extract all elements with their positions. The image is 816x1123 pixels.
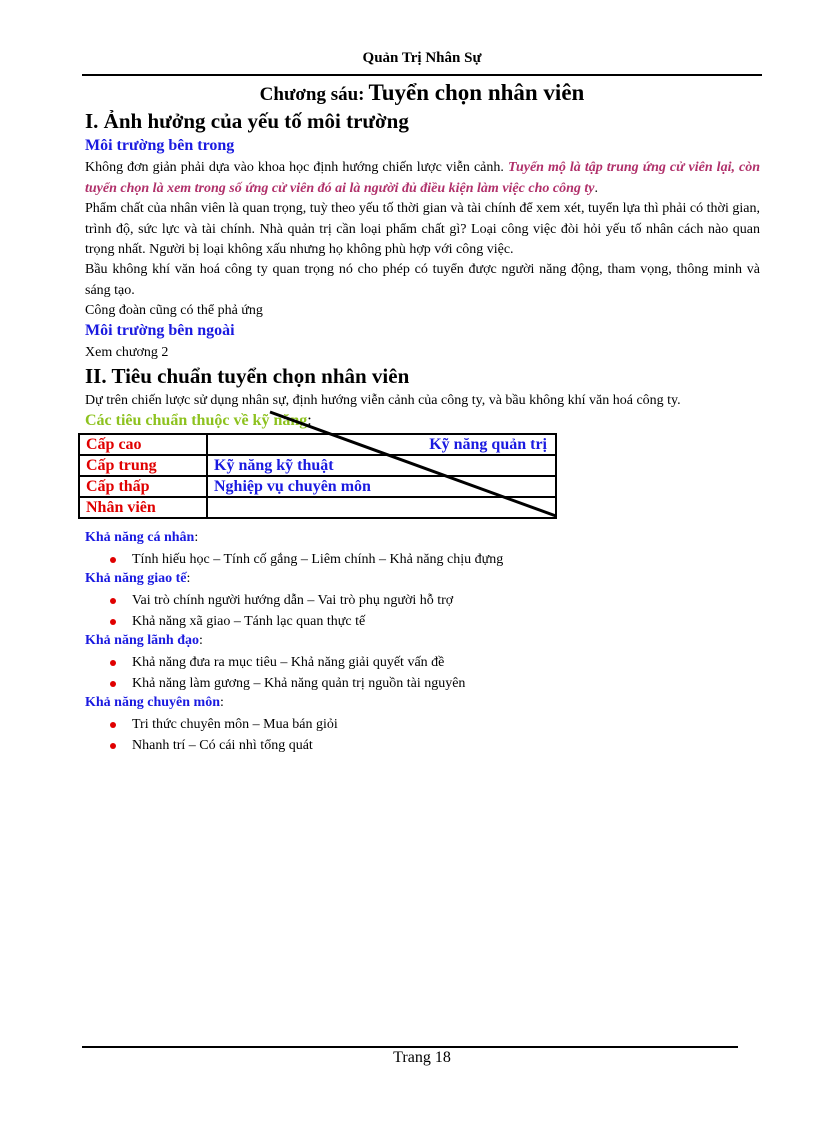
list-item xyxy=(108,653,465,674)
list-item xyxy=(108,612,453,633)
page-number: Trang 18 xyxy=(393,1049,451,1066)
internal-p1-highlight: Tuyển mộ là tập trung ứng cử viên lại, còn tuyển chọn là xem trong số ứng cử viên đó ai là người đủ điều kiện làm việc cho công ty xyxy=(85,160,760,196)
personal-list xyxy=(108,550,503,571)
list-item-text: Khả năng làm gương – Khả năng quản trị nguồn tài nguyên xyxy=(132,675,466,691)
list-item xyxy=(108,736,338,757)
list-item xyxy=(108,715,338,736)
list-item xyxy=(108,591,453,612)
skills-criteria-colon: : xyxy=(307,412,312,429)
skill-cell: Kỹ năng kỹ thuật xyxy=(207,455,556,476)
group-title-colon: : xyxy=(186,571,191,586)
level-cell: Cấp trung xyxy=(79,455,207,476)
list-item xyxy=(108,674,465,695)
external-env-heading: Môi trường bên ngoài xyxy=(85,322,235,339)
internal-paragraph-3: Bầu không khí văn hoá công ty quan trọng nó cho phép có tuyển được người năng động, tham vọng, thông minh và sáng tạo. xyxy=(85,262,760,298)
internal-p1-text: Không đơn giản phải dựa vào khoa học định hướng chiến lược viễn cảnh. xyxy=(85,160,508,175)
bullet-icon xyxy=(110,660,116,666)
page-header-title: Quản Trị Nhân Sự xyxy=(362,50,482,66)
list-item-text: Vai trò chính người hướng dẫn – Vai trò phụ người hỗ trợ xyxy=(132,593,454,608)
internal-env-heading: Môi trường bên trong xyxy=(85,137,235,154)
internal-paragraph-4: Công đoàn cũng có thể phả ứng xyxy=(85,303,263,318)
bullet-icon xyxy=(110,598,116,604)
skill-cell: Kỹ năng quản trị xyxy=(207,434,556,455)
level-cell: Cấp cao xyxy=(79,434,207,455)
group-title-text: Khả năng chuyên môn xyxy=(85,695,220,710)
group-title-colon: : xyxy=(194,530,199,545)
list-item-text: Tri thức chuyên môn – Mua bán giỏi xyxy=(132,717,338,732)
skills-criteria-label: Các tiêu chuẩn thuộc về kỹ năng xyxy=(85,412,308,429)
level-cell: Nhân viên xyxy=(79,497,207,518)
section2-heading: II. Tiêu chuẩn tuyển chọn nhân viên xyxy=(85,364,410,388)
communication-list xyxy=(108,591,453,632)
list-item xyxy=(108,550,503,571)
chapter-name: Tuyển chọn nhân viên xyxy=(368,80,585,105)
bullet-icon xyxy=(110,743,116,749)
professional-list xyxy=(108,715,338,756)
chapter-prefix: Chương sáu: xyxy=(259,84,365,105)
group-title-leadership xyxy=(85,633,203,649)
bullet-icon xyxy=(110,722,116,728)
bullet-icon xyxy=(110,619,116,625)
group-title-text: Khả năng lãnh đạo xyxy=(85,633,199,648)
internal-paragraph-2: Phẩm chất của nhân viên là quan trọng, tuỳ theo yếu tố thời gian và tài chính để xem xét, tuyển lựa thì phải có thời gian, trình độ, sức lực và tài chính. Nhà quản trị cần loại phẩm chất gì? Loại công việc đòi hỏi yếu tố nhân cách nào quan trọng nhất. Người bị loại không xấu nhưng họ không phù hợp với công việc. xyxy=(85,201,760,257)
internal-p1-end: . xyxy=(594,180,598,196)
group-title-communication xyxy=(85,571,190,587)
bullet-icon xyxy=(110,681,116,687)
bullet-icon xyxy=(110,557,116,563)
group-title-professional xyxy=(85,695,224,711)
group-title-colon: : xyxy=(199,633,203,648)
list-item-text: Tính hiếu học – Tính cố gắng – Liêm chính – Khả năng chịu đựng xyxy=(132,552,504,567)
section1-heading: I. Ảnh hưởng của yếu tố môi trường xyxy=(85,109,409,133)
list-item-text: Nhanh trí – Có cái nhì tổng quát xyxy=(132,737,313,753)
list-item-text: Khả năng đưa ra mục tiêu – Khả năng giải quyết vấn đề xyxy=(132,655,445,670)
section2-intro: Dự trên chiến lược sử dụng nhân sự, định hướng viễn cảnh của công ty, và bầu không khí văn hoá công ty. xyxy=(85,393,681,408)
group-title-text: Khả năng giao tế xyxy=(85,571,187,586)
group-title-text: Khả năng cá nhân xyxy=(85,530,195,545)
list-item-text: Khả năng xã giao – Tánh lạc quan thực tế xyxy=(132,613,366,629)
group-title-colon: : xyxy=(219,695,224,710)
skill-cell: Nghiệp vụ chuyên môn xyxy=(207,476,556,497)
footer-divider xyxy=(82,1046,738,1048)
group-title-personal xyxy=(85,530,198,546)
external-paragraph-1: Xem chương 2 xyxy=(85,345,169,360)
leadership-list xyxy=(108,653,465,694)
level-cell: Cấp thấp xyxy=(79,476,207,497)
skills-diagonal-line xyxy=(270,412,556,516)
